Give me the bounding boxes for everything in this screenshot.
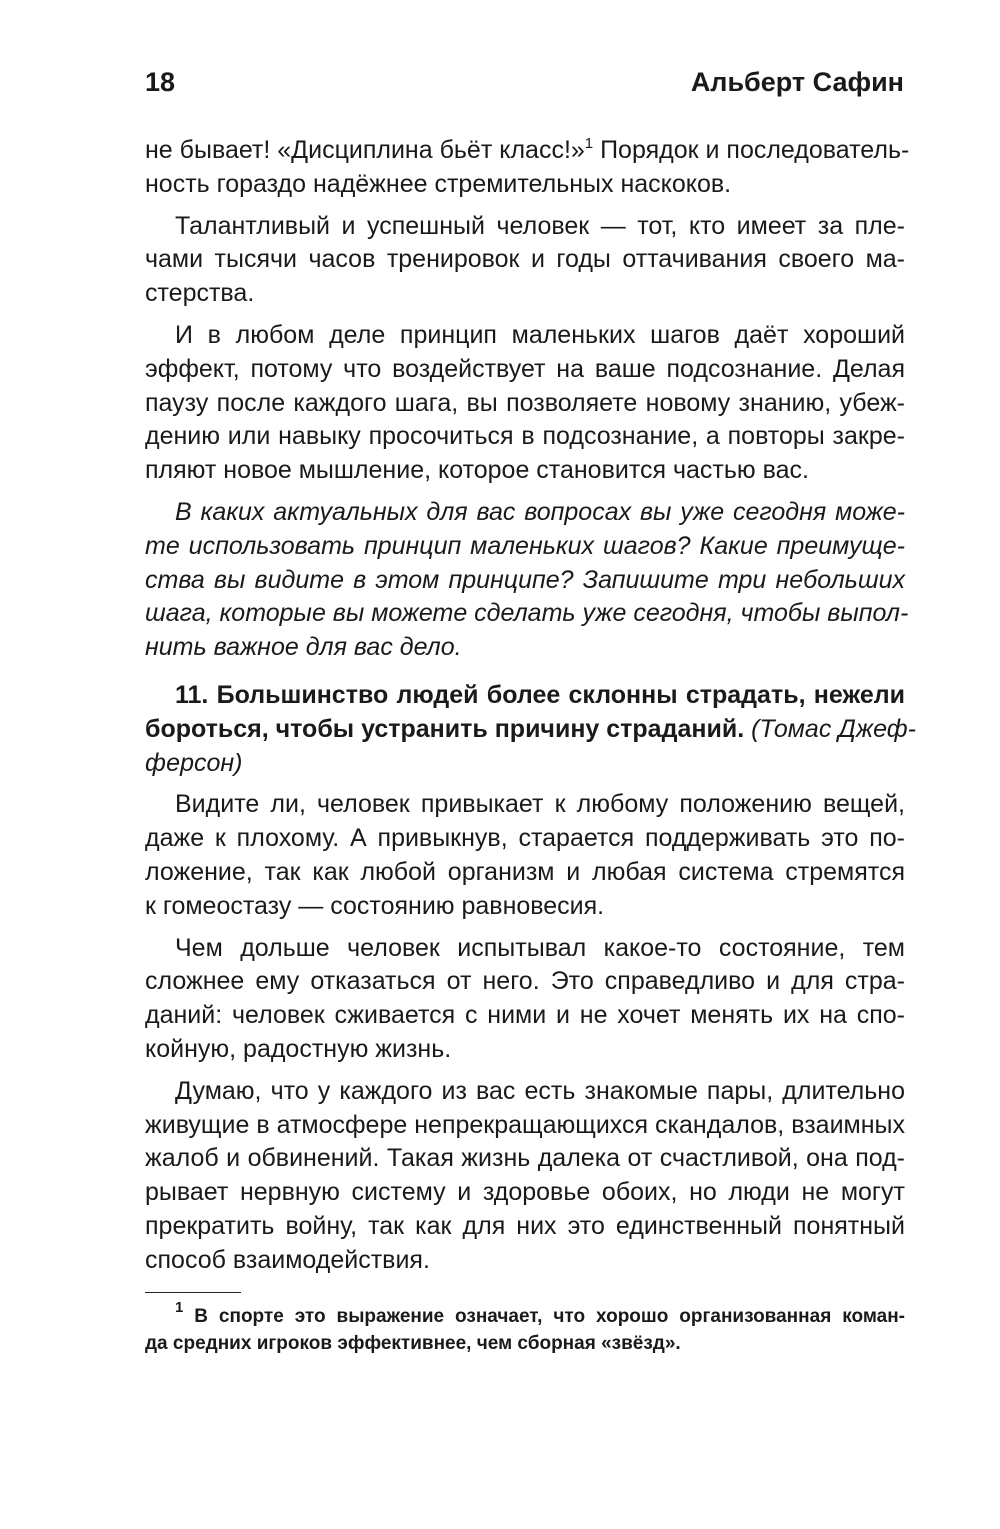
text-line: прекратить войну, так как для них это единственный понятный	[145, 1211, 905, 1240]
text-line: даже к плохому. А привыкнув, старается поддерживать это по-	[145, 824, 905, 853]
text-line: Думаю, что у каждого из вас есть знакомые пары, длительно	[175, 1076, 905, 1105]
paragraph	[145, 496, 909, 665]
text-line: пляют новое мышление, которое становится частью вас.	[145, 456, 809, 485]
text-line: паузу после каждого шага, вы позволяете новому знанию, убеж-	[145, 388, 905, 417]
section-heading	[145, 679, 916, 780]
text-line: эффект, потому что воздействует на ваше подсознание. Делая	[145, 354, 905, 383]
text-line: шага, которые вы можете сделать уже сегодня, чтобы выпол-	[145, 599, 909, 628]
paragraph	[145, 210, 905, 311]
paragraph	[145, 1075, 905, 1278]
text-line: В каких актуальных для вас вопросах вы уже сегодня може-	[175, 497, 905, 526]
footnote-divider	[145, 1292, 241, 1293]
text-line: стерства.	[145, 279, 255, 308]
text-line: рывает нервную систему и здоровье обоих, но люди не могут	[145, 1178, 905, 1207]
running-head-author: Альберт Сафин	[690, 67, 904, 97]
footnote	[145, 1298, 905, 1357]
text-line: И в любом деле принцип маленьких шагов даёт хороший	[175, 320, 905, 349]
text-line: ность гораздо надёжнее стремительных наскоков.	[145, 169, 732, 198]
paragraph	[145, 788, 905, 923]
paragraph	[145, 319, 905, 488]
text-line: те использовать принцип маленьких шагов? Какие преимуще-	[145, 531, 905, 560]
text-line: живущие в атмосфере непрекращающихся скандалов, взаимных	[145, 1110, 905, 1139]
footnote-line: $^1$ В спорте это выражение означает, что хорошо организованная коман-	[175, 1298, 905, 1327]
text-line: жалоб и обвинений. Такая жизнь далека от счастливой, она под-	[145, 1144, 905, 1173]
footnote-line: да средних игроков эффективнее, чем сборная «звёзд».	[145, 1332, 681, 1354]
paragraph	[145, 932, 905, 1067]
text-line: нить важное для вас дело.	[145, 633, 462, 662]
page-content	[145, 134, 916, 1357]
text-line: койную, радостную жизнь.	[145, 1034, 452, 1063]
body-text	[145, 134, 916, 1278]
text-line: Видите ли, человек привыкает к любому положению вещей,	[175, 790, 905, 819]
text-line: способ взаимодействия.	[145, 1245, 430, 1274]
text-line: бороться, чтобы устранить причину страданий. (Томас Джеф-	[145, 714, 916, 743]
text-line: Чем дольше человек испытывал какое-то состояние, тем	[175, 933, 905, 962]
text-line: 11. Большинство людей более склонны страдать, нежели	[175, 680, 905, 709]
text-line: ложение, так как любой организм и любая система стремятся	[145, 857, 905, 886]
page-number: 18	[145, 67, 176, 97]
text-line: дению или навыку просочиться в подсознание, а повторы закре-	[145, 422, 905, 451]
text-line: Талантливый и успешный человек — тот, кто имеет за пле-	[175, 211, 905, 240]
text-line: не бывает! «Дисциплина бьёт класс!»$^1$ Порядок и последователь-	[145, 135, 910, 164]
text-line: ферсон)	[145, 748, 243, 777]
paragraph	[145, 134, 910, 202]
text-line: чами тысячи часов тренировок и годы оттачивания своего ма-	[145, 245, 905, 274]
text-line: к гомеостазу — состоянию равновесия.	[145, 891, 605, 920]
text-line: ства вы видите в этом принципе? Запишите три небольших	[145, 565, 905, 594]
text-line: даний: человек сживается с ними и не хочет менять их на спо-	[145, 1001, 905, 1030]
text-line: сложнее ему отказаться от него. Это справедливо и для стра-	[145, 967, 905, 996]
